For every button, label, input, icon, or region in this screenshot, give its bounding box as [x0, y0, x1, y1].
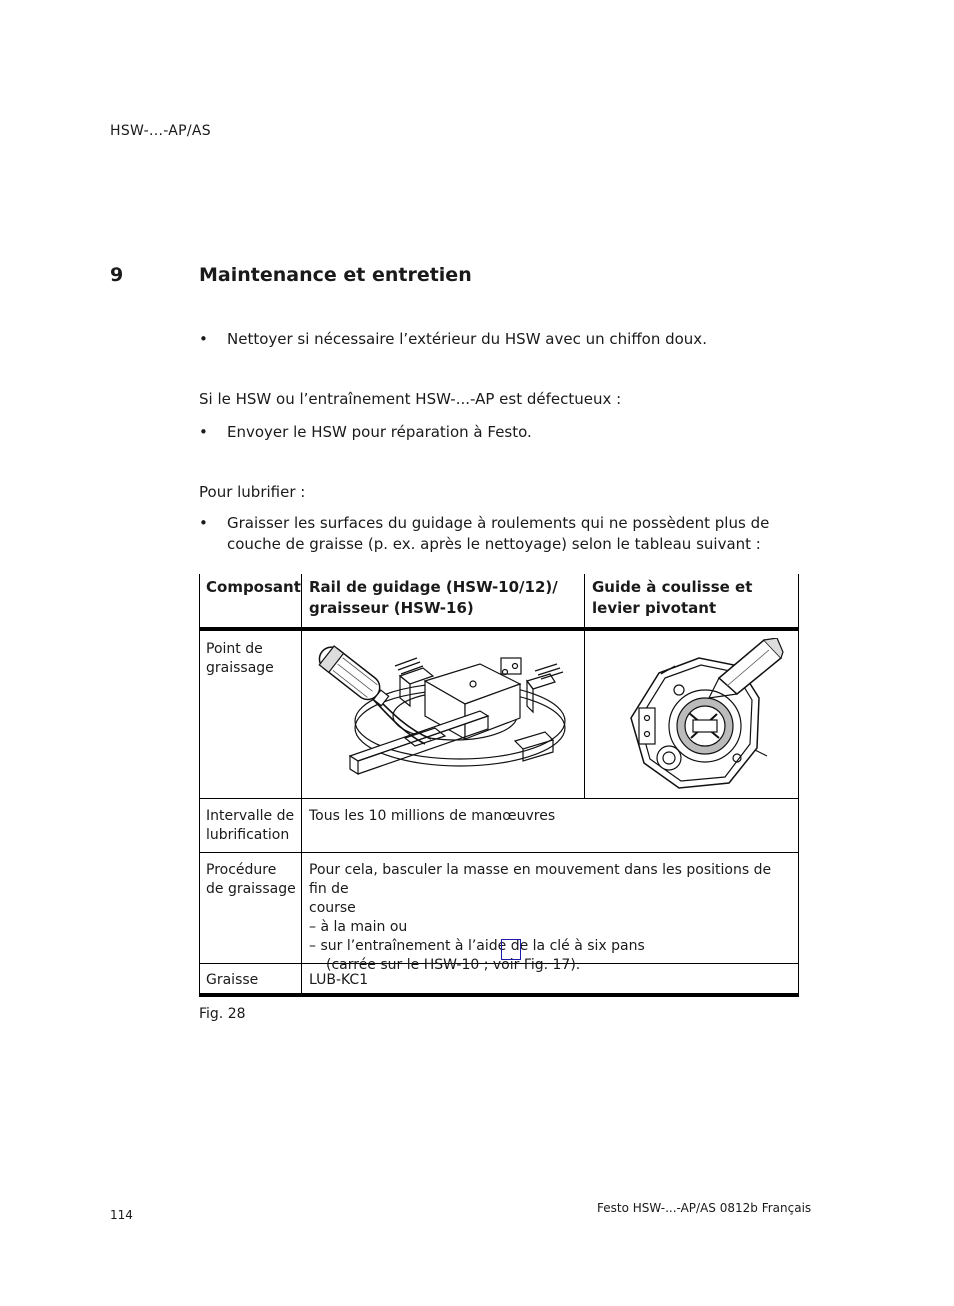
procedure-line-2: course [309, 900, 356, 916]
lubrication-table [199, 574, 799, 996]
defect-paragraph: Si le HSW ou l’entraînement HSW-...-AP est défectueux : [199, 390, 622, 408]
rail-grease-point-illustration [305, 636, 580, 796]
section-number: 9 [110, 264, 124, 286]
table-row-rule-1 [199, 798, 799, 799]
row-interval-label-2: lubrification [206, 827, 290, 843]
bullet-grease-line-1: Graisser les surfaces du guidage à roulements qui ne possèdent plus de [227, 514, 770, 532]
header-guide-line-2: levier pivotant [592, 599, 717, 617]
footer-doc-info: Festo HSW-...-AP/AS 0812b Français [597, 1201, 812, 1215]
table-col-divider-2 [584, 574, 585, 798]
header-rail-line-1: Rail de guidage (HSW-10/12)/ [309, 578, 558, 596]
page-number: 114 [110, 1208, 133, 1222]
bullet-grease-text [227, 513, 787, 555]
row-procedure-value [309, 861, 793, 975]
header-guide [592, 577, 752, 619]
table-col-divider-1 [301, 574, 302, 996]
row-procedure-label-2: de graissage [206, 881, 296, 897]
bullet-symbol: • [199, 423, 208, 441]
table-bottom-rule [199, 993, 799, 997]
row-procedure-label-1: Procédure [206, 862, 277, 878]
lubricate-paragraph: Pour lubrifier : [199, 483, 306, 501]
table-border-right [798, 574, 799, 996]
pivot-lever-illustration [619, 638, 787, 794]
procedure-line-4: – sur l’entraînement à l’aide de la clé à six pans [309, 938, 645, 954]
row-grease-value: LUB-KC1 [309, 972, 369, 988]
procedure-line-5: (carrée sur le HSW-10 ; voir Fig. 17). [326, 957, 581, 973]
running-head: HSW-...-AP/AS [110, 123, 211, 139]
table-row-rule-2 [199, 852, 799, 853]
section-title: Maintenance et entretien [199, 264, 472, 286]
row-point-label-2: graissage [206, 660, 274, 676]
fig-17-link[interactable] [501, 939, 521, 960]
procedure-line-3: – à la main ou [309, 919, 408, 935]
table-header-rule [199, 627, 799, 631]
row-interval-label [206, 807, 294, 845]
header-composant: Composant [206, 578, 301, 596]
procedure-line-1: Pour cela, basculer la masse en mouvement dans les positions de fin de [309, 862, 772, 897]
header-rail [309, 577, 558, 619]
bullet-symbol: • [199, 514, 208, 532]
row-interval-value: Tous les 10 millions de manœuvres [309, 808, 556, 824]
row-point-label-1: Point de [206, 641, 263, 657]
bullet-repair-text: Envoyer le HSW pour réparation à Festo. [227, 423, 532, 441]
header-guide-line-1: Guide à coulisse et [592, 578, 753, 596]
row-grease-label: Graisse [206, 972, 259, 988]
bullet-symbol: • [199, 330, 208, 348]
table-border-left [199, 574, 200, 996]
header-rail-line-2: graisseur (HSW-16) [309, 599, 474, 617]
figure-caption: Fig. 28 [199, 1006, 246, 1022]
bullet-grease-line-2: couche de graisse (p. ex. après le nettoyage) selon le tableau suivant : [227, 535, 761, 553]
row-interval-label-1: Intervalle de [206, 808, 295, 824]
row-point-label [206, 640, 274, 678]
row-procedure-label [206, 861, 296, 899]
bullet-clean-text: Nettoyer si nécessaire l’extérieur du HSW avec un chiffon doux. [227, 330, 707, 348]
